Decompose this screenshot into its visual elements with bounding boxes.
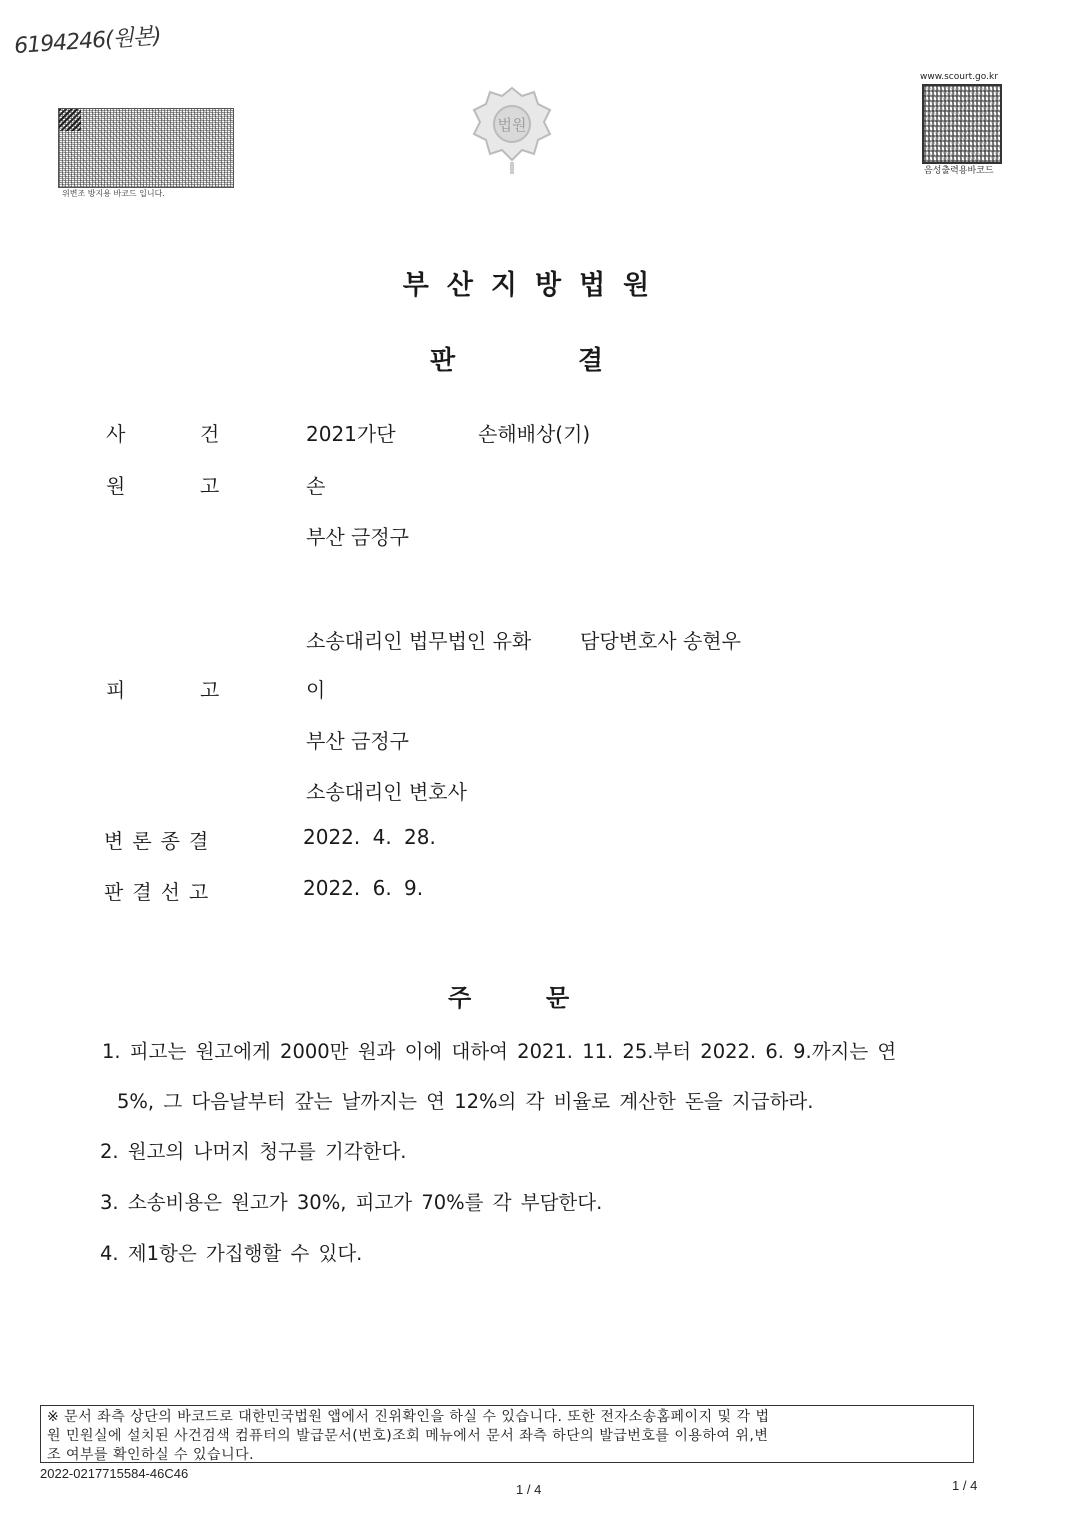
notice-line-2: 원 민원실에 설치된 사건검색 컴퓨터의 발급문서(번호)조회 메뉴에서 문서 좌측 하단의 발급번호를 이용하여 위,변 xyxy=(47,1428,769,1444)
doc-type-left: 판 xyxy=(430,346,456,376)
defendant-name: 이 xyxy=(306,678,326,702)
page-number-center: 1 / 4 xyxy=(516,1482,542,1497)
order-heading-right: 문 xyxy=(546,984,570,1012)
notice-line-3: 조 여부를 확인하실 수 있습니다. xyxy=(47,1447,255,1463)
plaintiff-label xyxy=(106,470,220,499)
defendant-label xyxy=(106,674,220,703)
defendant-label-b: 고 xyxy=(200,678,220,702)
plaintiff-label-b: 고 xyxy=(200,474,220,498)
closing-date: 2022. 4. 28. xyxy=(303,825,436,849)
court-name: 부산지방법원 xyxy=(402,270,668,301)
voice-output-qr-code xyxy=(922,84,1002,164)
issue-number: 2022-0217715584-46C46 xyxy=(40,1466,189,1481)
order-line-1-cont: 5%, 그 다음날부터 갚는 날까지는 연 12%의 각 비율로 계산한 돈을 지급하라. xyxy=(117,1090,814,1113)
order-line-1: 1. 피고는 원고에게 2000만 원과 이에 대하여 2021. 11. 25.부터 2022. 6. 9.까지는 연 xyxy=(102,1040,897,1063)
defendant-label-a: 피 xyxy=(106,678,126,702)
doc-type-right: 결 xyxy=(578,346,604,376)
case-number: 2021가단 xyxy=(306,422,396,446)
case-label-a: 사 xyxy=(106,422,126,446)
order-line-2: 2. 원고의 나머지 청구를 기각한다. xyxy=(100,1140,407,1163)
page-number-right: 1 / 4 xyxy=(952,1478,978,1493)
plaintiff-address: 부산 금정구 xyxy=(306,525,409,549)
plaintiff-name: 손 xyxy=(306,474,326,498)
plaintiff-label-a: 원 xyxy=(106,474,126,498)
case-label xyxy=(106,418,220,447)
order-line-4: 4. 제1항은 가집행할 수 있다. xyxy=(100,1242,363,1265)
qr-caption: 음성출력용바코드 xyxy=(924,166,994,176)
order-line-3: 3. 소송비용은 원고가 30%, 피고가 70%를 각 부담한다. xyxy=(100,1191,603,1214)
qr-url: www.scourt.go.kr xyxy=(920,72,998,82)
judgment-date: 2022. 6. 9. xyxy=(303,876,424,900)
forgery-prevention-barcode xyxy=(58,108,234,188)
barcode-caption: 위변조 방지용 바코드 입니다. xyxy=(62,189,165,198)
plaintiff-attorney-in-charge: 담당변호사 송현우 xyxy=(580,629,741,653)
court-seal-icon xyxy=(470,82,554,176)
defendant-address: 부산 금정구 xyxy=(306,729,409,753)
closing-label: 변론종결 xyxy=(104,829,218,853)
judgment-label: 판결선고 xyxy=(104,880,218,904)
notice-line-1: ※ 문서 좌측 상단의 바코드로 대한민국법원 앱에서 진위확인을 하실 수 있습니다. 또한 전자소송홈페이지 및 각 법 xyxy=(47,1409,770,1425)
verification-notice xyxy=(40,1405,974,1463)
plaintiff-attorney: 소송대리인 법무법인 유화 xyxy=(306,629,532,653)
case-title: 손해배상(기) xyxy=(478,422,591,446)
barcode-corner-mark xyxy=(59,109,81,131)
case-label-b: 건 xyxy=(200,422,220,446)
order-heading-left: 주 xyxy=(448,984,472,1012)
handwritten-note: 6194246(원본) xyxy=(13,23,162,60)
defendant-attorney: 소송대리인 변호사 xyxy=(306,780,467,804)
seal-text: 법원 xyxy=(497,116,527,134)
